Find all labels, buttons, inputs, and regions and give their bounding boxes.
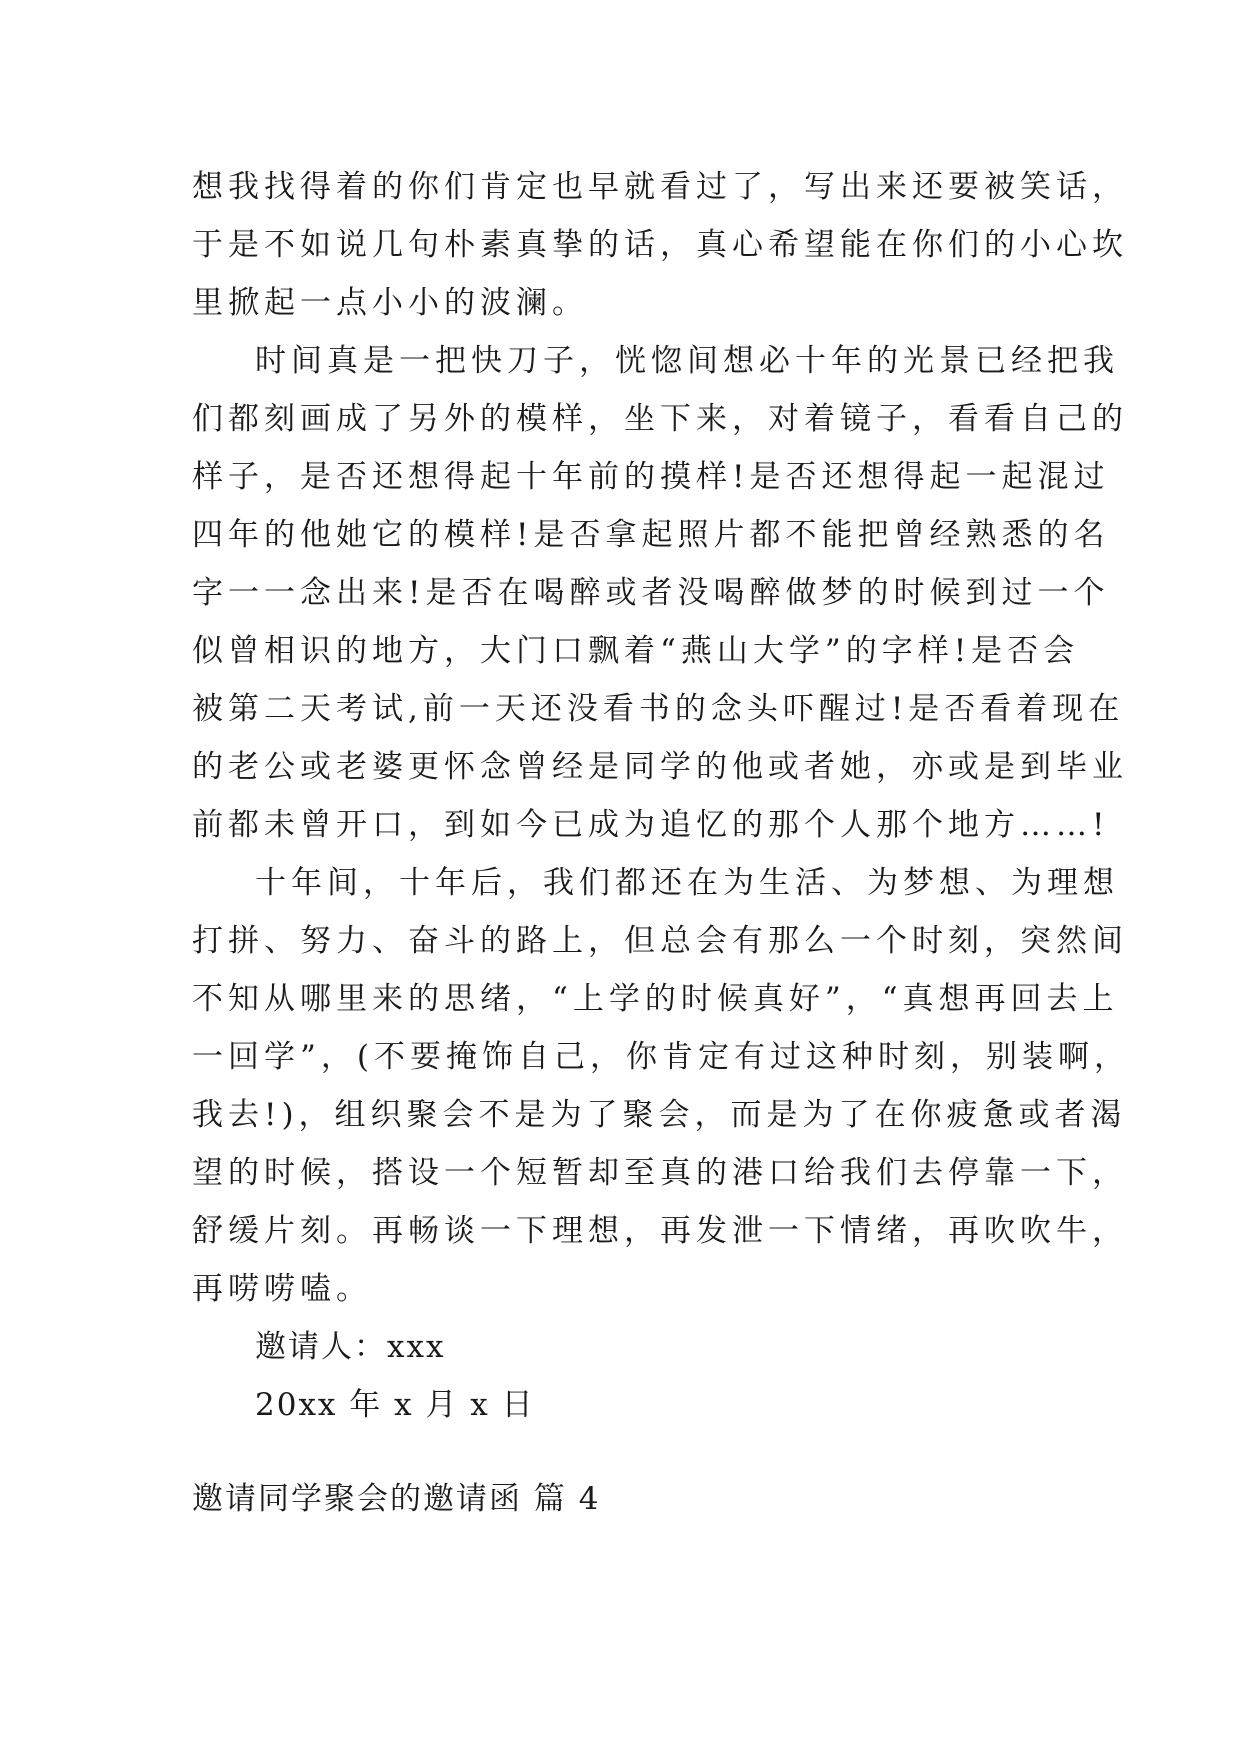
text-line: 时间真是一把快刀子，恍惚间想必十年的光景已经把我 [255, 343, 1119, 379]
date-line: 20xx 年 x 月 x 日 [255, 1387, 535, 1423]
text-line: 再唠唠嗑。 [192, 1271, 372, 1307]
text-line: 四年的他她它的模样!是否拿起照片都不能把曾经熟悉的名 [192, 517, 1110, 553]
text-line: 不知从哪里来的思绪，“上学的时候真好”，“真想再回去上 [192, 981, 1119, 1017]
text-line: 被第二天考试,前一天还没看书的念头吓醒过!是否看着现在 [192, 691, 1125, 727]
text-line: 们都刻画成了另外的模样，坐下来，对着镜子，看看自己的 [192, 401, 1128, 437]
text-line: 前都未曾开口，到如今已成为追忆的那个人那个地方……! [192, 807, 1110, 843]
text-line: 我去!)，组织聚会不是为了聚会，而是为了在你疲惫或者渴 [192, 1097, 1127, 1133]
paragraph-2 [192, 332, 1128, 854]
text-line: 一回学”，(不要掩饰自己，你肯定有过这种时刻，别装啊， [192, 1039, 1130, 1075]
text-line: 想我找得着的你们肯定也早就看过了，写出来还要被笑话， [192, 169, 1128, 205]
text-line: 舒缓片刻。再畅谈一下理想，再发泄一下情绪，再吹吹牛， [192, 1213, 1128, 1249]
signature-block [192, 1318, 1068, 1434]
section-heading: 邀请同学聚会的邀请函 篇 4 [192, 1481, 601, 1517]
text-line: 于是不如说几句朴素真挚的话，真心希望能在你们的小心坎 [192, 227, 1128, 263]
text-line: 的老公或老婆更怀念曾经是同学的他或者她，亦或是到毕业 [192, 749, 1128, 785]
text-line: 十年间，十年后，我们都还在为生活、为梦想、为理想 [255, 865, 1119, 901]
text-line: 里掀起一点小小的波澜。 [192, 285, 588, 321]
paragraph-3 [192, 854, 1130, 1318]
text-line: 字一一念出来!是否在喝醉或者没喝醉做梦的时候到过一个 [192, 575, 1110, 611]
text-line: 打拼、努力、奋斗的路上，但总会有那么一个时刻，突然间 [192, 923, 1128, 959]
document-body [192, 158, 1130, 1434]
paragraph-1 [192, 158, 1128, 332]
text-line: 样子，是否还想得起十年前的摸样!是否还想得起一起混过 [192, 459, 1110, 495]
text-line: 望的时候，搭设一个短暂却至真的港口给我们去停靠一下， [192, 1155, 1128, 1191]
text-line: 似曾相识的地方，大门口飘着“燕山大学”的字样!是否会 [192, 633, 1080, 669]
inviter-line: 邀请人：xxx [255, 1329, 446, 1365]
